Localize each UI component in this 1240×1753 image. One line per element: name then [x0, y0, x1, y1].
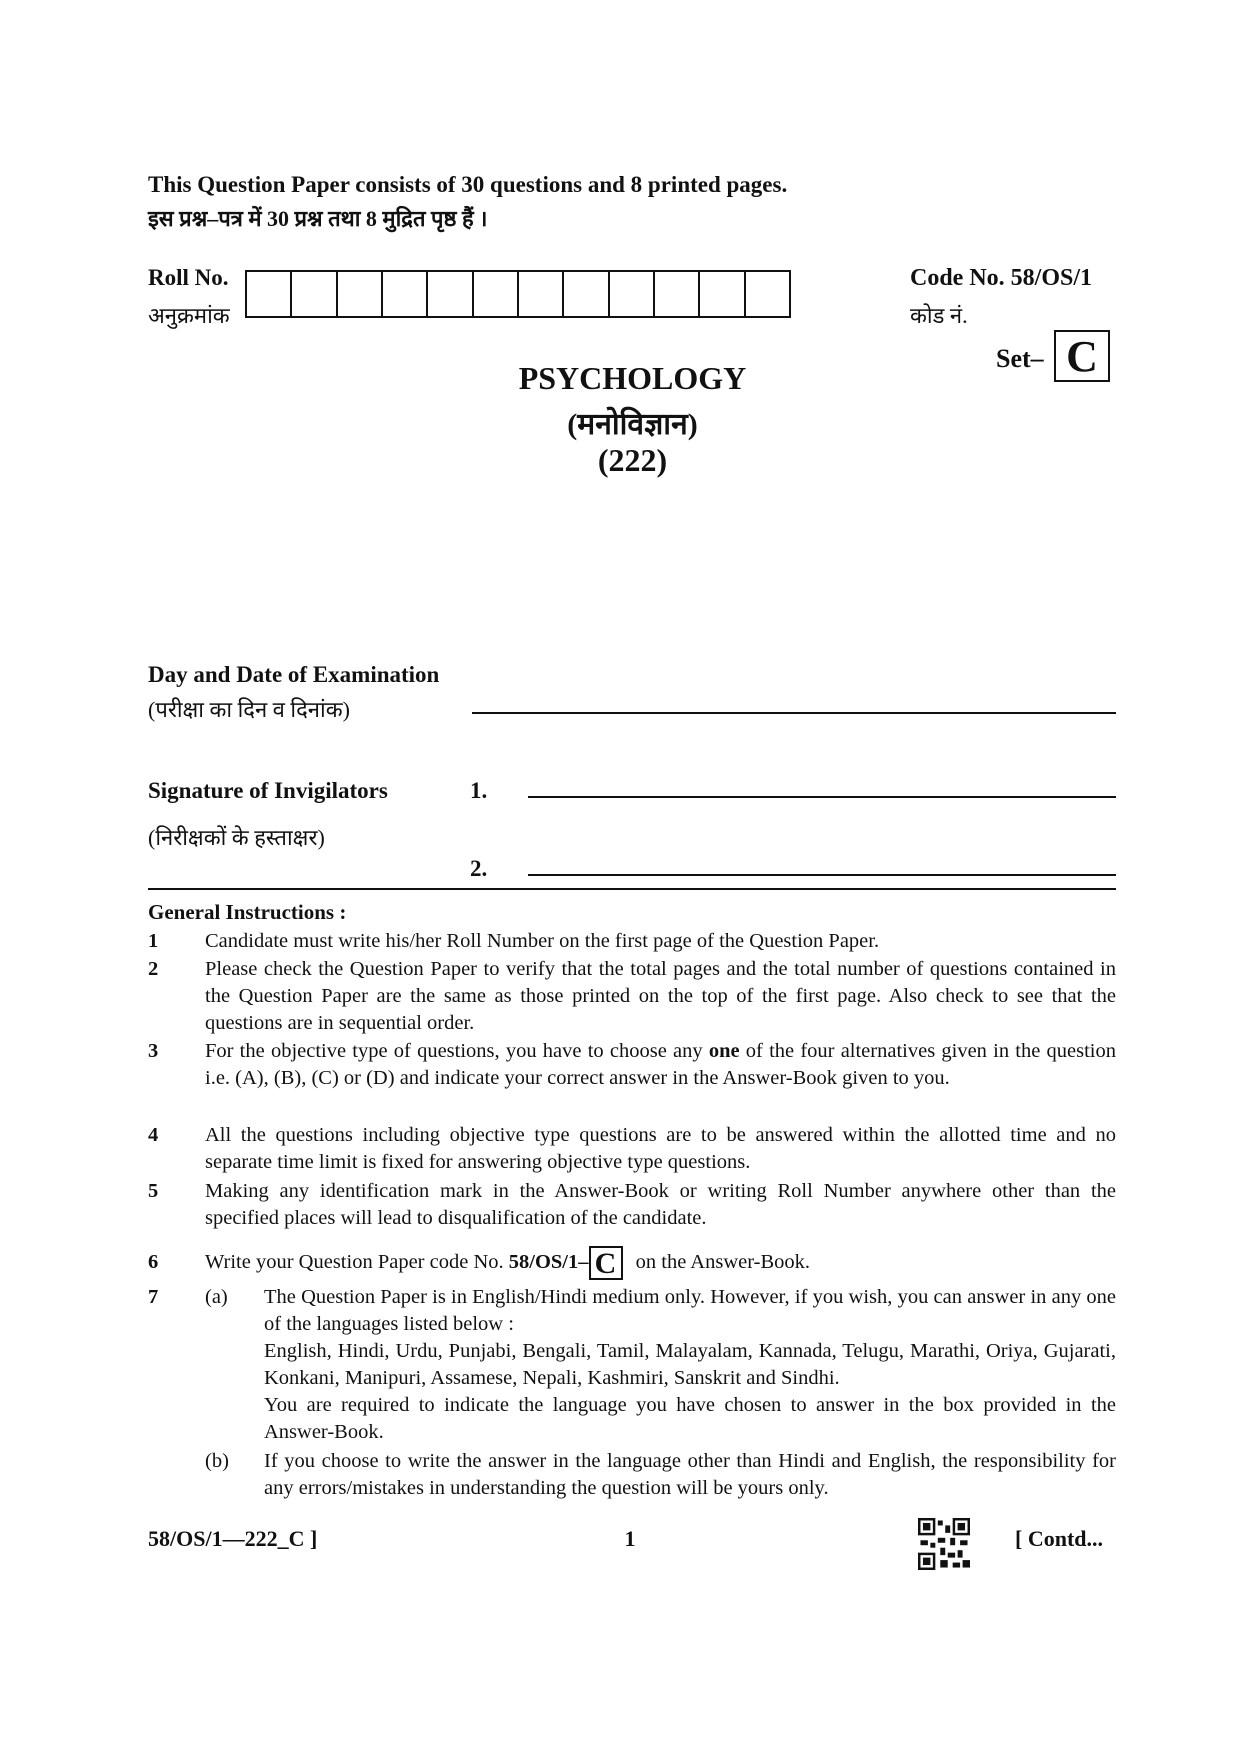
instruction-text-part: on the Answer-Book.: [630, 1251, 811, 1273]
instruction-number: 2: [148, 958, 159, 980]
roll-number-box[interactable]: [292, 272, 337, 316]
roll-number-box[interactable]: [746, 272, 789, 316]
section-divider: [148, 888, 1116, 890]
contd-label: [ Contd...: [1015, 1526, 1104, 1551]
instruction-emphasis: one: [708, 1040, 740, 1062]
invigilator-1-line[interactable]: [528, 796, 1116, 798]
invigilators-label-hindi: (निरीक्षकों के हस्ताक्षर): [148, 825, 325, 850]
subject-code: (222): [597, 442, 668, 478]
subject-title-hindi: (मनोविज्ञान): [567, 408, 698, 441]
roll-number-box[interactable]: [610, 272, 655, 316]
exam-date-label: Day and Date of Examination: [148, 662, 440, 687]
instruction-7a-text-2: You are required to indicate the language you have chosen to answer in the box provided in the Answer-Book.: [264, 1394, 1116, 1443]
instruction-2: [148, 956, 1116, 1037]
exam-date-line[interactable]: [472, 712, 1116, 714]
instruction-text: All the questions including objective type questions are to be answered within the allotted time and no separate time limit is fixed for answering objective type questions.: [205, 1124, 1116, 1173]
instruction-6: [148, 1244, 1116, 1280]
paper-info-english: This Question Paper consists of 30 questions and 8 printed pages.: [148, 172, 788, 197]
instruction-number: 6: [148, 1251, 159, 1273]
invigilator-2-number: 2.: [470, 856, 488, 881]
set-box: C: [1054, 330, 1110, 382]
instruction-7a-text-1: The Question Paper is in English/Hindi medium only. However, if you wish, you can answer in any one of the languages listed below :: [264, 1286, 1116, 1335]
instruction-5: [148, 1178, 1116, 1232]
subject-title: PSYCHOLOGY: [518, 360, 747, 396]
roll-no-label-hindi: अनुक्रमांक: [148, 303, 230, 328]
roll-number-box[interactable]: [564, 272, 609, 316]
instruction-3: [148, 1038, 1116, 1092]
page-number: 1: [624, 1526, 636, 1551]
instruction-text: Candidate must write his/her Roll Number on the first page of the Question Paper.: [205, 930, 880, 952]
instruction-7b: [148, 1448, 1116, 1502]
roll-number-box[interactable]: [700, 272, 745, 316]
instruction-text: [205, 1038, 1116, 1092]
code-no-label: Code No. 58/OS/1: [910, 265, 1093, 291]
roll-number-boxes[interactable]: [245, 270, 791, 318]
instruction-7a-languages: English, Hindi, Urdu, Punjabi, Bengali, Tamil, Malayalam, Kannada, Telugu, Marathi, Oriya, Gujarati, Konkani, Manipuri, Assamese, Nepali, Kashmiri, Sanskrit and Sindhi.: [264, 1340, 1116, 1389]
roll-number-box[interactable]: [247, 272, 292, 316]
instruction-number: 7: [148, 1286, 159, 1308]
instruction-text: Please check the Question Paper to verify that the total pages and the total number of questions contained in the Question Paper are the same as those printed on the top of the first page. Also check to see that the questions are in sequential order.: [205, 958, 1116, 1034]
roll-number-box[interactable]: [383, 272, 428, 316]
invigilators-label: Signature of Invigilators: [148, 778, 388, 803]
qr-code-icon: [918, 1518, 970, 1570]
instruction-7b-text: If you choose to write the answer in the language other than Hindi and English, the responsibility for any errors/mistakes in understanding the question will be yours only.: [264, 1450, 1116, 1499]
roll-number-box[interactable]: [519, 272, 564, 316]
roll-number-box[interactable]: [428, 272, 473, 316]
set-label: Set–: [996, 344, 1044, 373]
instruction-text-part: For the objective type of questions, you have to choose any: [205, 1040, 709, 1062]
instruction-text: Making any identification mark in the Answer-Book or writing Roll Number anywhere other than the specified places will lead to disqualification of the candidate.: [205, 1180, 1116, 1229]
roll-number-box[interactable]: [655, 272, 700, 316]
exam-date-label-hindi: (परीक्षा का दिन व दिनांक): [148, 697, 350, 722]
instruction-text: [205, 1244, 1116, 1280]
paper-info-hindi: इस प्रश्न–पत्र में 30 प्रश्न तथा 8 मुद्रित पृष्ठ हैं ।: [148, 206, 488, 231]
instruction-7: [148, 1284, 1116, 1502]
instruction-7a-label: (a): [205, 1286, 228, 1308]
invigilator-1-number: 1.: [470, 778, 488, 803]
roll-no-label: Roll No.: [148, 265, 229, 290]
instruction-number: 3: [148, 1040, 159, 1062]
instruction-7b-label: (b): [205, 1450, 229, 1472]
paper-code: 58/OS/1–: [508, 1251, 589, 1273]
instructions-title: General Instructions :: [148, 900, 347, 924]
footer-paper-code: 58/OS/1—222_C ]: [148, 1526, 318, 1551]
instruction-number: 1: [148, 930, 159, 952]
invigilator-2-line[interactable]: [528, 874, 1116, 876]
instruction-number: 5: [148, 1180, 159, 1202]
set-code-box: C: [589, 1246, 623, 1280]
instruction-1: [148, 928, 1116, 955]
instruction-4: [148, 1122, 1116, 1176]
roll-number-box[interactable]: [338, 272, 383, 316]
instruction-text-part: of the four alternatives given in the question i.e. (A), (B), (C) or (D) and indicate your correct answer in the Answer-Book given to you.: [205, 1040, 1117, 1089]
instruction-number: 4: [148, 1124, 159, 1146]
code-no-label-hindi: कोड नं.: [910, 303, 968, 328]
instruction-text-part: Write your Question Paper code No.: [205, 1251, 509, 1273]
roll-number-box[interactable]: [474, 272, 519, 316]
